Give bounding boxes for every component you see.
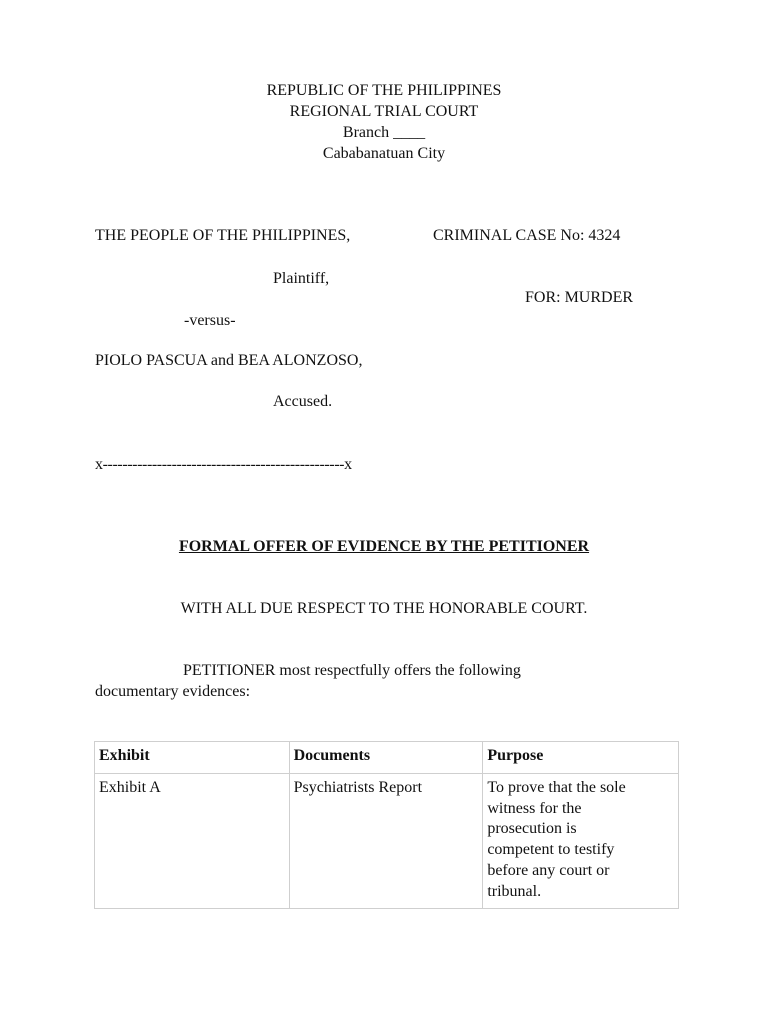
- cell-exhibit: Exhibit A: [95, 773, 290, 909]
- purpose-line: before any court or: [487, 861, 610, 879]
- salutation: WITH ALL DUE RESPECT TO THE HONORABLE COURT.: [180, 600, 588, 617]
- accused-names: PIOLO PASCUA and BEA ALONZOSO,: [95, 352, 363, 369]
- offer-paragraph-line1: PETITIONER most respectfully offers the following: [183, 662, 521, 679]
- plaintiff-name: THE PEOPLE OF THE PHILIPPINES,: [95, 227, 351, 244]
- header-city: Cababanatuan City: [322, 145, 446, 162]
- cell-document: Psychiatrists Report: [289, 773, 483, 909]
- purpose-line: To prove that the sole: [487, 778, 626, 796]
- header-branch: Branch ____: [342, 124, 426, 141]
- column-header-purpose: Purpose: [483, 742, 679, 774]
- cell-purpose: [483, 773, 679, 909]
- case-number: CRIMINAL CASE No: 4324: [433, 227, 621, 244]
- purpose-line: competent to testify: [487, 841, 615, 858]
- versus-label: -versus-: [184, 312, 236, 329]
- table-row: [95, 773, 679, 909]
- offer-paragraph-line2: documentary evidences:: [95, 683, 251, 700]
- purpose-line: witness for the: [487, 799, 582, 817]
- offense-label: FOR: MURDER: [525, 289, 634, 306]
- accused-role: Accused.: [273, 393, 333, 410]
- evidence-table: [94, 741, 679, 909]
- column-header-documents: Documents: [289, 742, 483, 774]
- table-header-row: [95, 742, 679, 774]
- document-title: FORMAL OFFER OF EVIDENCE BY THE PETITIONER: [178, 538, 590, 555]
- column-header-exhibit: Exhibit: [95, 742, 290, 774]
- purpose-line: prosecution is: [487, 820, 577, 838]
- offer-paragraph: [95, 660, 685, 702]
- plaintiff-role: Plaintiff,: [273, 270, 330, 287]
- header-court: REGIONAL TRIAL COURT: [289, 103, 479, 120]
- caption-separator: x-------------------------------------------------x: [95, 456, 352, 473]
- header-republic: REPUBLIC OF THE PHILIPPINES: [266, 82, 502, 99]
- purpose-line: tribunal.: [487, 882, 542, 900]
